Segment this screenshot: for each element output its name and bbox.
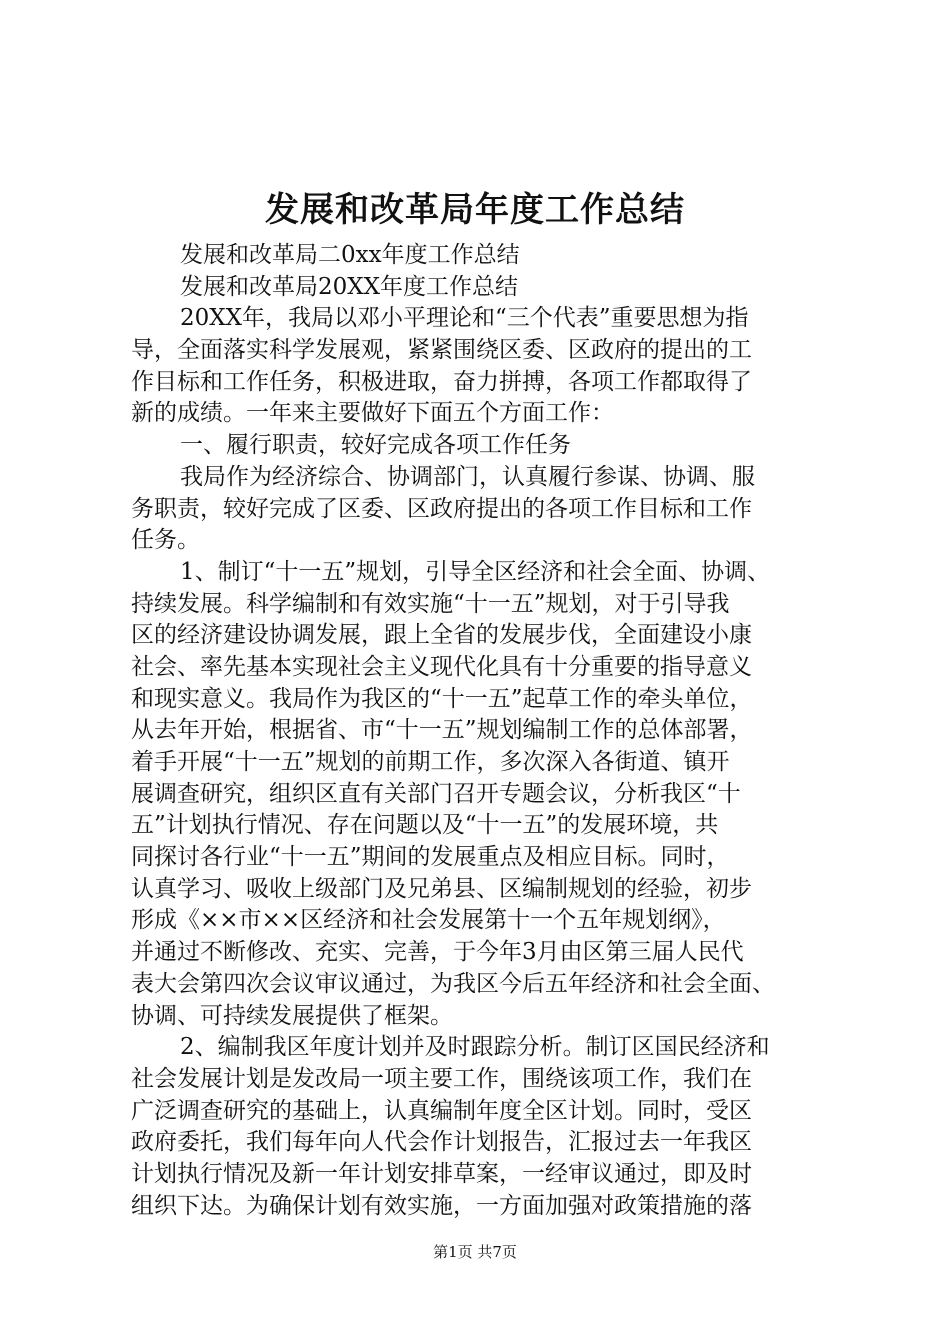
text-line: 计划执行情况及新一年计划安排草案，一经审议通过，即及时 xyxy=(131,1160,752,1187)
text-line: 作目标和工作任务，积极进取，奋力拼搏，各项工作都取得了 xyxy=(131,368,752,395)
text-line: 新的成绩。一年来主要做好下面五个方面工作： xyxy=(131,400,614,427)
text-line: 组织下达。为确保计划有效实施，一方面加强对政策措施的落 xyxy=(131,1192,752,1219)
text-line: 广泛调查研究的基础上，认真编制年度全区计划。同时，受区 xyxy=(131,1097,752,1124)
text-line: 我局作为经济综合、协调部门，认真履行参谋、协调、服 xyxy=(180,463,755,490)
text-line: 展调查研究，组织区直有关部门召开专题会议，分析我区“十 xyxy=(131,780,741,807)
text-line: 五”计划执行情况、存在问题以及“十一五”的发展环境，共 xyxy=(131,812,719,839)
text-line: 持续发展。科学编制和有效实施“十一五”规划，对于引导我 xyxy=(131,590,730,617)
text-line: 和现实意义。我局作为我区的“十一五”起草工作的牵头单位， xyxy=(131,685,753,712)
text-line: 着手开展“十一五”规划的前期工作，多次深入各街道、镇开 xyxy=(131,749,730,775)
text-line: 表大会第四次会议审议通过，为我区今后五年经济和社会全面、 xyxy=(131,970,775,997)
text-line: 一、履行职责，较好完成各项工作任务 xyxy=(180,432,571,459)
text-line: 务职责，较好完成了区委、区政府提出的各项工作目标和工作 xyxy=(131,495,752,522)
text-line: 区的经济建设协调发展，跟上全省的发展步伐，全面建设小康 xyxy=(131,622,752,649)
text-line: 发展和改革局二0xx年度工作总结 xyxy=(180,242,520,268)
text-line: 政府委托，我们每年向人代会作计划报告，汇报过去一年我区 xyxy=(131,1129,752,1156)
text-line: 社会发展计划是发改局一项主要工作，围绕该项工作，我们在 xyxy=(131,1065,752,1092)
text-line: 协调、可持续发展提供了框架。 xyxy=(131,1002,453,1029)
text-line: 20XX年，我局以邓小平理论和“三个代表”重要思想为指 xyxy=(180,305,749,332)
text-line: 2、编制我区年度计划并及时跟踪分析。制订区国民经济和 xyxy=(180,1034,770,1061)
text-line: 并通过不断修改、充实、完善，于今年3月由区第三届人民代 xyxy=(131,939,744,966)
text-line: 导，全面落实科学发展观，紧紧围绕区委、区政府的提出的工 xyxy=(131,337,752,364)
text-line: 社会、率先基本实现社会主义现代化具有十分重要的指导意义 xyxy=(131,653,752,680)
text-line: 同探讨各行业“十一五”期间的发展重点及相应目标。同时， xyxy=(131,844,730,871)
text-line: 认真学习、吸收上级部门及兄弟县、区编制规划的经验，初步 xyxy=(131,875,752,902)
document-body xyxy=(131,240,841,1222)
text-line: 从去年开始，根据省、市“十一五”规划编制工作的总体部署， xyxy=(131,717,753,744)
text-line: 形成《××市××区经济和社会发展第十一个五年规划纲》， xyxy=(131,907,726,934)
text-line: 任务。 xyxy=(131,527,200,554)
page-number-footer: 第1页 共7页 xyxy=(433,1243,517,1261)
document-title: 发展和改革局年度工作总结 xyxy=(265,190,685,230)
text-line: 发展和改革局20XX年度工作总结 xyxy=(180,273,519,300)
text-line: 1、制订“十一五”规划，引导全区经济和社会全面、协调、 xyxy=(180,558,771,585)
